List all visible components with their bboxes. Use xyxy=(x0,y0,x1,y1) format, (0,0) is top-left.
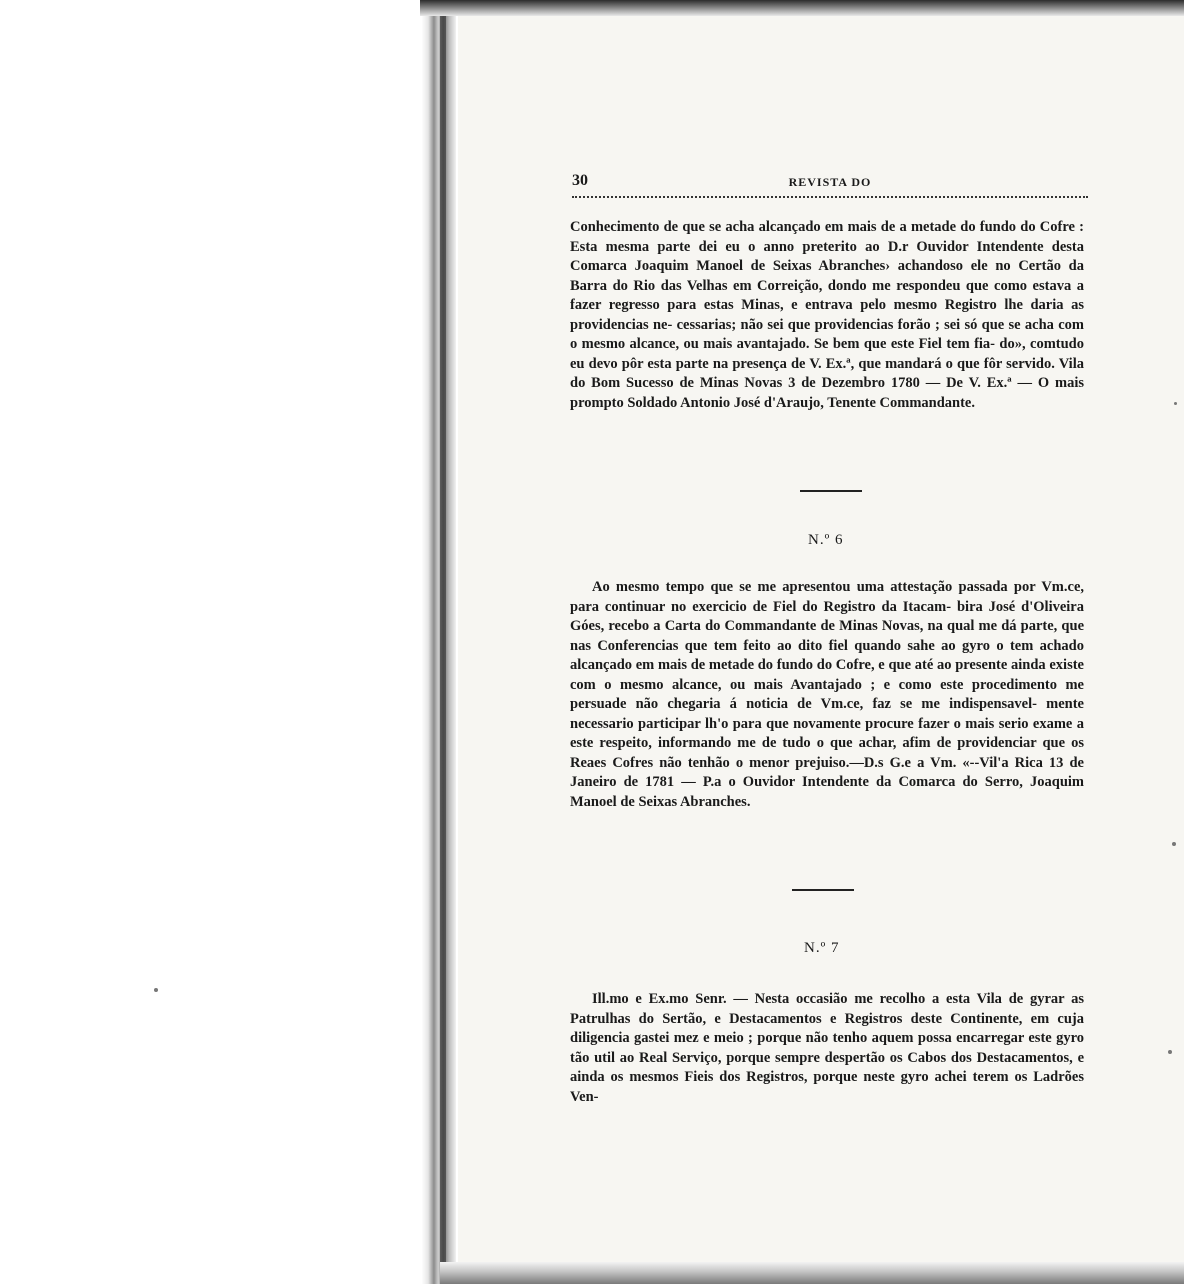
scan-speck xyxy=(154,988,158,992)
section-7-text: Ill.mo e Ex.mo Senr. — Nesta occasião me recolho a esta Vila de gyrar as Patrulhas do Sertão, e Destacamentos e Registros deste Continente, em cuja diligencia gastei mez e meio ; porque não tenho aquem possa encarregar este gyro tão util ao Real Serviço, porque sempre despertão os Cabos dos Destacamentos, e ainda os mesmos Fieis dos Registros, porque neste gyro achei terem os Ladrões Ven- xyxy=(570,991,1084,1105)
section-6-heading: N.º 6 xyxy=(808,532,844,548)
book-binding xyxy=(422,0,456,1284)
section-separator xyxy=(800,490,862,492)
section-7-heading: N.º 7 xyxy=(804,940,840,956)
binding-shadow xyxy=(440,0,446,1284)
scan-speck xyxy=(1172,842,1176,846)
continuation-text: Conhecimento de que se acha alcançado em mais de a metade do fundo do Cofre : Esta mesma parte dei eu o anno preterito ao D.r Ouvidor Intendente desta Comarca Joaquim Manoel de Seixas Abranches› achandoso ele no Certão da Barra do Rio das Velhas em Correição, dondo me respondeu que como estava a fazer regresso para estas Minas, e entrava pelo mesmo Registro lhe daria as providencias ne- cessarias; não sei que providencias forão ; sei só que se acha com o mesmo alcance, ou mais avantajado. Se bem que este Fiel tem fia- do», comtudo eu devo pôr esta parte na presença de V. Ex.ª, que mandará o que fôr servido. Vila do Bom Sucesso de Minas Novas 3 de Dezembro 1780 — De V. Ex.ª — O mais prompto Soldado Antonio José d'Araujo, Tenente Commandante. xyxy=(570,219,1084,411)
running-head: REVISTA DO xyxy=(788,175,872,189)
header-rule xyxy=(572,196,1088,198)
page-gutter xyxy=(0,0,470,1284)
bottom-page-edge xyxy=(440,1262,1184,1284)
page-number: 30 xyxy=(572,172,588,189)
scan-speck xyxy=(1168,1050,1172,1054)
section-6-paragraph xyxy=(570,578,1084,850)
section-6-text: Ao mesmo tempo que se me apresentou uma attestação passada por Vm.ce, para continuar no exercicio de Fiel do Registro da Itacam- bira José d'Oliveira Góes, recebo a Carta do Commandante de Minas Novas, na qual me dá parte, que nas Conferencias que tem feito ao dito fiel quando sahe ao gyro o tem achado alcançado em mais de metade do fundo do Cofre, e que até ao presente ainda existe com o mesmo alcance, ou mais Avantajado ; e como este procedimento me persuade não chegaria á noticia de Vm.ce, faz se me indispensavel- mente necessario participar lh'o para que novamente procure fazer o mais serio exame a este respeito, informando me de tudo o que achar, afim de providenciar que os Reaes Cofres não tenhão o menor prejuiso.—D.s G.e a Vm. «--Vil'a Rica 13 de Janeiro de 1781 — P.a o Ouvidor Intendente da Comarca do Serro, Joaquim Manoel de Seixas Abranches. xyxy=(570,579,1084,810)
section-7-paragraph xyxy=(570,990,1084,1115)
top-page-edge xyxy=(420,0,1184,16)
page-header xyxy=(572,172,1088,194)
scan-speck xyxy=(1174,402,1177,405)
section-separator xyxy=(792,889,854,891)
continuation-paragraph xyxy=(570,218,1084,458)
